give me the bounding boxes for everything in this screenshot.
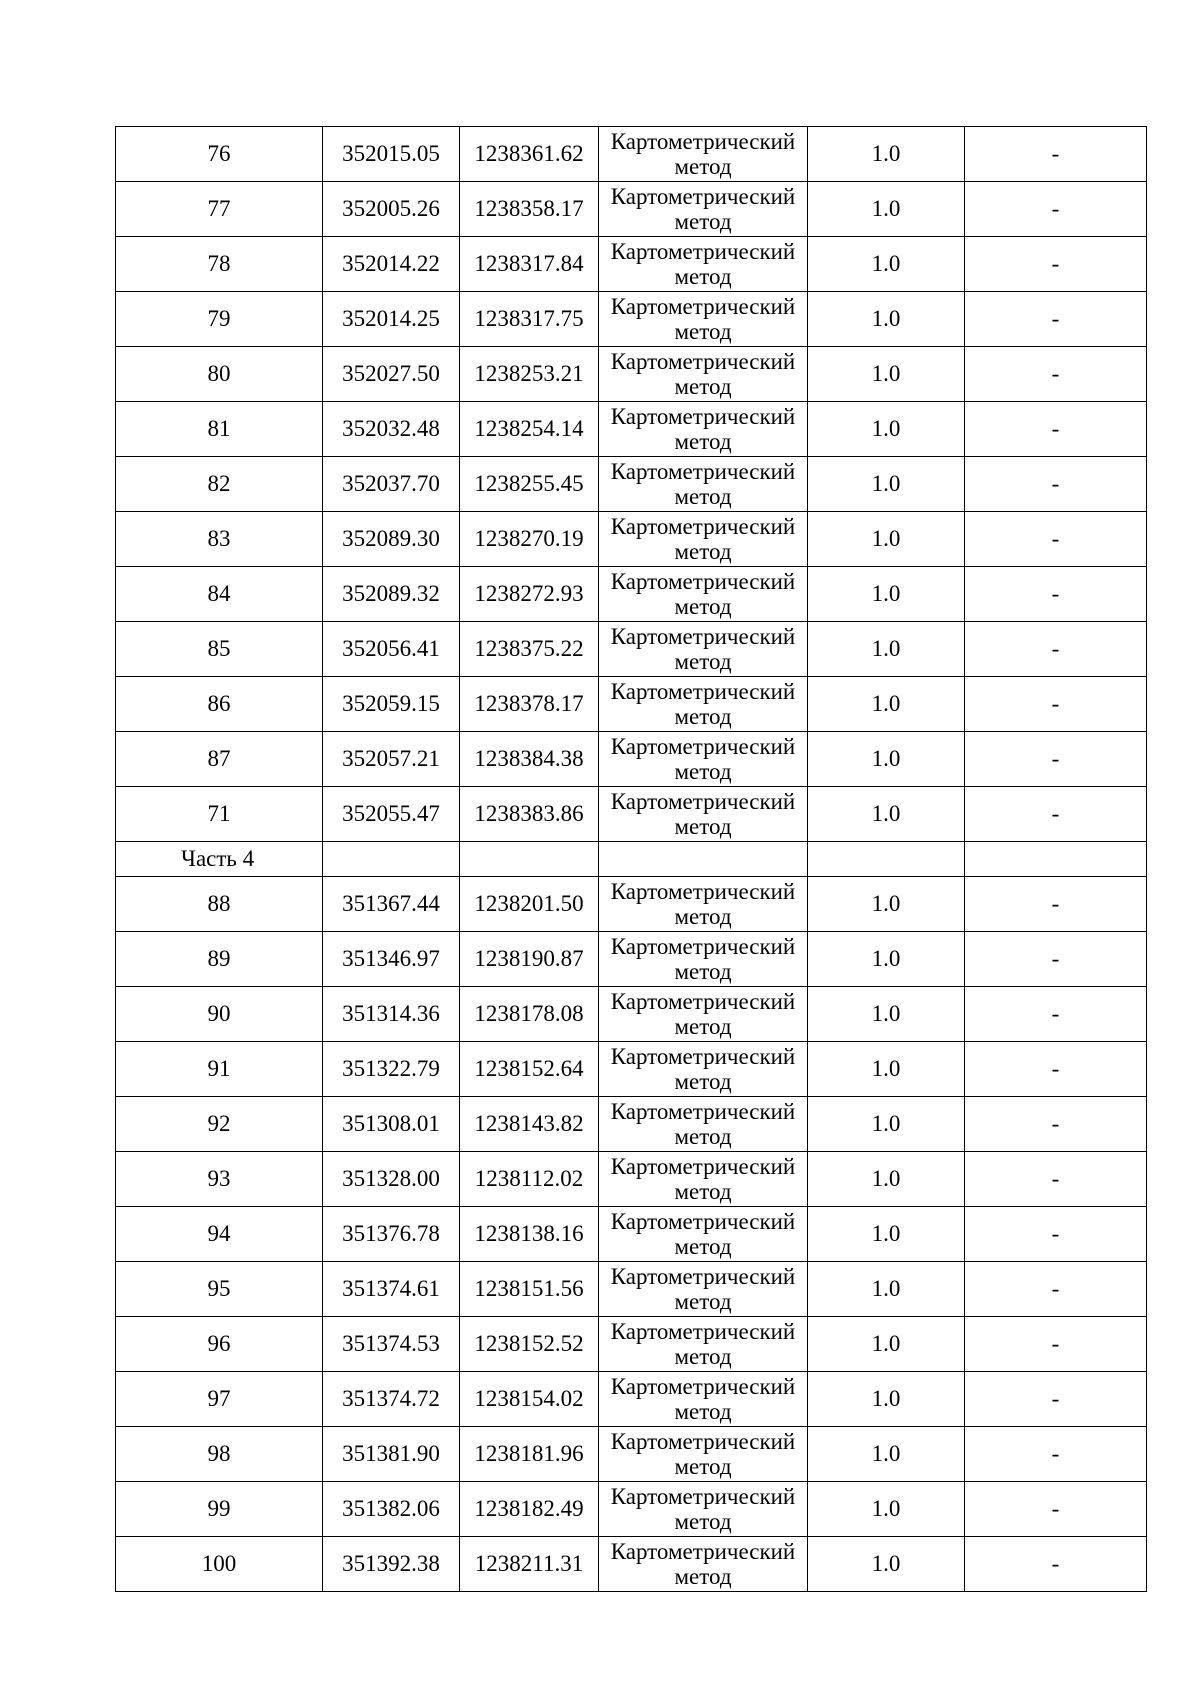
note-cell: - — [965, 347, 1147, 402]
point-number-cell: 98 — [116, 1427, 323, 1482]
table-row — [116, 677, 1147, 732]
y-coordinate-cell: 1238190.87 — [460, 932, 599, 987]
method-text-line1: Картометрический — [610, 1044, 796, 1069]
method-text-line2: метод — [674, 209, 732, 234]
x-coordinate-cell: 352089.32 — [323, 567, 460, 622]
method-text-line2: метод — [674, 539, 732, 564]
accuracy-cell: 1.0 — [808, 1097, 965, 1152]
method-cell — [599, 347, 808, 402]
coordinates-table — [115, 126, 1147, 1592]
note-cell: - — [965, 932, 1147, 987]
method-cell — [599, 1042, 808, 1097]
method-cell — [599, 237, 808, 292]
empty-cell — [323, 842, 460, 877]
x-coordinate-cell: 352015.05 — [323, 127, 460, 182]
method-text-line1: Картометрический — [610, 1484, 796, 1509]
method-text-line2: метод — [674, 1069, 732, 1094]
accuracy-cell: 1.0 — [808, 1537, 965, 1592]
point-number-cell: 79 — [116, 292, 323, 347]
point-number-cell: 80 — [116, 347, 323, 402]
method-text-line1: Картометрический — [610, 1099, 796, 1124]
method-cell — [599, 1482, 808, 1537]
x-coordinate-cell: 352037.70 — [323, 457, 460, 512]
y-coordinate-cell: 1238270.19 — [460, 512, 599, 567]
method-cell — [599, 622, 808, 677]
x-coordinate-cell: 352055.47 — [323, 787, 460, 842]
section-label: Часть 4 — [116, 842, 323, 877]
empty-cell — [599, 842, 808, 877]
method-cell — [599, 292, 808, 347]
method-text-line1: Картометрический — [610, 129, 796, 154]
table-row — [116, 1372, 1147, 1427]
method-cell — [599, 732, 808, 787]
x-coordinate-cell: 352056.41 — [323, 622, 460, 677]
point-number-cell: 88 — [116, 877, 323, 932]
y-coordinate-cell: 1238152.64 — [460, 1042, 599, 1097]
point-number-cell: 81 — [116, 402, 323, 457]
y-coordinate-cell: 1238317.84 — [460, 237, 599, 292]
point-number-cell: 71 — [116, 787, 323, 842]
method-text-line1: Картометрический — [610, 734, 796, 759]
table-row — [116, 732, 1147, 787]
y-coordinate-cell: 1238272.93 — [460, 567, 599, 622]
x-coordinate-cell: 351374.72 — [323, 1372, 460, 1427]
x-coordinate-cell: 352014.22 — [323, 237, 460, 292]
method-cell — [599, 1207, 808, 1262]
note-cell: - — [965, 732, 1147, 787]
point-number-cell: 82 — [116, 457, 323, 512]
method-text-line1: Картометрический — [610, 624, 796, 649]
method-text-line1: Картометрический — [610, 1154, 796, 1179]
x-coordinate-cell: 352089.30 — [323, 512, 460, 567]
empty-cell — [808, 842, 965, 877]
point-number-cell: 94 — [116, 1207, 323, 1262]
method-cell — [599, 182, 808, 237]
method-text-line2: метод — [674, 594, 732, 619]
x-coordinate-cell: 351382.06 — [323, 1482, 460, 1537]
table-row — [116, 1537, 1147, 1592]
y-coordinate-cell: 1238178.08 — [460, 987, 599, 1042]
note-cell: - — [965, 787, 1147, 842]
point-number-cell: 90 — [116, 987, 323, 1042]
x-coordinate-cell: 351374.61 — [323, 1262, 460, 1317]
x-coordinate-cell: 352057.21 — [323, 732, 460, 787]
accuracy-cell: 1.0 — [808, 932, 965, 987]
x-coordinate-cell: 351392.38 — [323, 1537, 460, 1592]
method-cell — [599, 877, 808, 932]
method-text-line2: метод — [674, 1234, 732, 1259]
method-text-line2: метод — [674, 1124, 732, 1149]
accuracy-cell: 1.0 — [808, 787, 965, 842]
note-cell: - — [965, 1537, 1147, 1592]
table-row — [116, 1042, 1147, 1097]
method-text-line1: Картометрический — [610, 459, 796, 484]
table-row — [116, 1427, 1147, 1482]
point-number-cell: 76 — [116, 127, 323, 182]
note-cell: - — [965, 1482, 1147, 1537]
point-number-cell: 86 — [116, 677, 323, 732]
note-cell: - — [965, 292, 1147, 347]
y-coordinate-cell: 1238181.96 — [460, 1427, 599, 1482]
accuracy-cell: 1.0 — [808, 512, 965, 567]
method-text-line2: метод — [674, 1564, 732, 1589]
method-cell — [599, 677, 808, 732]
method-text-line2: метод — [674, 959, 732, 984]
note-cell: - — [965, 1097, 1147, 1152]
y-coordinate-cell: 1238383.86 — [460, 787, 599, 842]
accuracy-cell: 1.0 — [808, 1427, 965, 1482]
table-row — [116, 932, 1147, 987]
note-cell: - — [965, 512, 1147, 567]
accuracy-cell: 1.0 — [808, 292, 965, 347]
note-cell: - — [965, 1262, 1147, 1317]
method-text-line2: метод — [674, 264, 732, 289]
y-coordinate-cell: 1238384.38 — [460, 732, 599, 787]
accuracy-cell: 1.0 — [808, 127, 965, 182]
method-text-line1: Картометрический — [610, 1539, 796, 1564]
y-coordinate-cell: 1238138.16 — [460, 1207, 599, 1262]
empty-cell — [965, 842, 1147, 877]
point-number-cell: 89 — [116, 932, 323, 987]
note-cell: - — [965, 1427, 1147, 1482]
note-cell: - — [965, 402, 1147, 457]
table-row — [116, 622, 1147, 677]
table-row — [116, 457, 1147, 512]
accuracy-cell: 1.0 — [808, 1042, 965, 1097]
table-row — [116, 1317, 1147, 1372]
method-cell — [599, 1262, 808, 1317]
point-number-cell: 92 — [116, 1097, 323, 1152]
x-coordinate-cell: 351314.36 — [323, 987, 460, 1042]
note-cell: - — [965, 1372, 1147, 1427]
method-cell — [599, 457, 808, 512]
method-text-line1: Картометрический — [610, 239, 796, 264]
y-coordinate-cell: 1238254.14 — [460, 402, 599, 457]
table-row — [116, 127, 1147, 182]
accuracy-cell: 1.0 — [808, 457, 965, 512]
y-coordinate-cell: 1238112.02 — [460, 1152, 599, 1207]
method-text-line1: Картометрический — [610, 789, 796, 814]
table-row — [116, 787, 1147, 842]
table-row — [116, 567, 1147, 622]
method-text-line2: метод — [674, 1179, 732, 1204]
table-row — [116, 1207, 1147, 1262]
method-text-line2: метод — [674, 484, 732, 509]
x-coordinate-cell: 352032.48 — [323, 402, 460, 457]
x-coordinate-cell: 351381.90 — [323, 1427, 460, 1482]
method-cell — [599, 932, 808, 987]
table-row — [116, 182, 1147, 237]
method-text-line2: метод — [674, 814, 732, 839]
method-text-line2: метод — [674, 374, 732, 399]
accuracy-cell: 1.0 — [808, 1207, 965, 1262]
method-text-line1: Картометрический — [610, 1374, 796, 1399]
y-coordinate-cell: 1238378.17 — [460, 677, 599, 732]
point-number-cell: 96 — [116, 1317, 323, 1372]
note-cell: - — [965, 1317, 1147, 1372]
point-number-cell: 85 — [116, 622, 323, 677]
point-number-cell: 100 — [116, 1537, 323, 1592]
y-coordinate-cell: 1238361.62 — [460, 127, 599, 182]
accuracy-cell: 1.0 — [808, 1317, 965, 1372]
x-coordinate-cell: 351328.00 — [323, 1152, 460, 1207]
accuracy-cell: 1.0 — [808, 402, 965, 457]
method-text-line1: Картометрический — [610, 569, 796, 594]
x-coordinate-cell: 352005.26 — [323, 182, 460, 237]
table-row — [116, 237, 1147, 292]
x-coordinate-cell: 352014.25 — [323, 292, 460, 347]
x-coordinate-cell: 352059.15 — [323, 677, 460, 732]
method-text-line1: Картометрический — [610, 1319, 796, 1344]
method-cell — [599, 787, 808, 842]
method-text-line2: метод — [674, 1344, 732, 1369]
method-text-line2: метод — [674, 759, 732, 784]
section-header-row — [116, 842, 1147, 877]
method-text-line2: метод — [674, 429, 732, 454]
method-text-line1: Картометрический — [610, 1264, 796, 1289]
method-text-line1: Картометрический — [610, 879, 796, 904]
note-cell: - — [965, 1042, 1147, 1097]
method-text-line2: метод — [674, 649, 732, 674]
x-coordinate-cell: 351376.78 — [323, 1207, 460, 1262]
method-cell — [599, 1427, 808, 1482]
note-cell: - — [965, 1152, 1147, 1207]
accuracy-cell: 1.0 — [808, 877, 965, 932]
method-text-line1: Картометрический — [610, 349, 796, 374]
x-coordinate-cell: 352027.50 — [323, 347, 460, 402]
table-row — [116, 292, 1147, 347]
x-coordinate-cell: 351346.97 — [323, 932, 460, 987]
note-cell: - — [965, 182, 1147, 237]
x-coordinate-cell: 351322.79 — [323, 1042, 460, 1097]
method-cell — [599, 567, 808, 622]
accuracy-cell: 1.0 — [808, 182, 965, 237]
method-text-line2: метод — [674, 319, 732, 344]
y-coordinate-cell: 1238358.17 — [460, 182, 599, 237]
method-cell — [599, 1317, 808, 1372]
method-cell — [599, 1152, 808, 1207]
note-cell: - — [965, 877, 1147, 932]
method-text-line2: метод — [674, 1289, 732, 1314]
method-text-line1: Картометрический — [610, 1209, 796, 1234]
y-coordinate-cell: 1238375.22 — [460, 622, 599, 677]
method-cell — [599, 512, 808, 567]
method-cell — [599, 1097, 808, 1152]
y-coordinate-cell: 1238253.21 — [460, 347, 599, 402]
accuracy-cell: 1.0 — [808, 1482, 965, 1537]
table-row — [116, 987, 1147, 1042]
point-number-cell: 77 — [116, 182, 323, 237]
method-text-line1: Картометрический — [610, 294, 796, 319]
y-coordinate-cell: 1238201.50 — [460, 877, 599, 932]
accuracy-cell: 1.0 — [808, 1372, 965, 1427]
table-row — [116, 347, 1147, 402]
accuracy-cell: 1.0 — [808, 1152, 965, 1207]
method-text-line1: Картометрический — [610, 679, 796, 704]
note-cell: - — [965, 677, 1147, 732]
point-number-cell: 87 — [116, 732, 323, 787]
method-cell — [599, 1537, 808, 1592]
method-text-line1: Картометрический — [610, 404, 796, 429]
y-coordinate-cell: 1238182.49 — [460, 1482, 599, 1537]
accuracy-cell: 1.0 — [808, 347, 965, 402]
note-cell: - — [965, 237, 1147, 292]
coordinates-table-body — [116, 127, 1147, 1592]
accuracy-cell: 1.0 — [808, 622, 965, 677]
method-text-line2: метод — [674, 704, 732, 729]
y-coordinate-cell: 1238154.02 — [460, 1372, 599, 1427]
y-coordinate-cell: 1238317.75 — [460, 292, 599, 347]
x-coordinate-cell: 351367.44 — [323, 877, 460, 932]
method-text-line2: метод — [674, 1454, 732, 1479]
note-cell: - — [965, 457, 1147, 512]
note-cell: - — [965, 622, 1147, 677]
note-cell: - — [965, 127, 1147, 182]
note-cell: - — [965, 987, 1147, 1042]
note-cell: - — [965, 567, 1147, 622]
y-coordinate-cell: 1238211.31 — [460, 1537, 599, 1592]
method-text-line2: метод — [674, 1399, 732, 1424]
accuracy-cell: 1.0 — [808, 1262, 965, 1317]
point-number-cell: 84 — [116, 567, 323, 622]
method-text-line2: метод — [674, 1014, 732, 1039]
method-cell — [599, 402, 808, 457]
method-text-line1: Картометрический — [610, 514, 796, 539]
table-row — [116, 512, 1147, 567]
y-coordinate-cell: 1238143.82 — [460, 1097, 599, 1152]
x-coordinate-cell: 351374.53 — [323, 1317, 460, 1372]
method-cell — [599, 987, 808, 1042]
method-text-line1: Картометрический — [610, 934, 796, 959]
point-number-cell: 78 — [116, 237, 323, 292]
empty-cell — [460, 842, 599, 877]
point-number-cell: 93 — [116, 1152, 323, 1207]
y-coordinate-cell: 1238151.56 — [460, 1262, 599, 1317]
table-row — [116, 1482, 1147, 1537]
method-cell — [599, 127, 808, 182]
table-row — [116, 877, 1147, 932]
accuracy-cell: 1.0 — [808, 732, 965, 787]
method-text-line1: Картометрический — [610, 989, 796, 1014]
point-number-cell: 91 — [116, 1042, 323, 1097]
method-text-line2: метод — [674, 1509, 732, 1534]
method-text-line1: Картометрический — [610, 1429, 796, 1454]
table-row — [116, 402, 1147, 457]
table-row — [116, 1097, 1147, 1152]
x-coordinate-cell: 351308.01 — [323, 1097, 460, 1152]
accuracy-cell: 1.0 — [808, 677, 965, 732]
point-number-cell: 97 — [116, 1372, 323, 1427]
table-row — [116, 1152, 1147, 1207]
accuracy-cell: 1.0 — [808, 567, 965, 622]
y-coordinate-cell: 1238152.52 — [460, 1317, 599, 1372]
accuracy-cell: 1.0 — [808, 237, 965, 292]
method-text-line2: метод — [674, 154, 732, 179]
accuracy-cell: 1.0 — [808, 987, 965, 1042]
note-cell: - — [965, 1207, 1147, 1262]
method-text-line1: Картометрический — [610, 184, 796, 209]
y-coordinate-cell: 1238255.45 — [460, 457, 599, 512]
method-cell — [599, 1372, 808, 1427]
table-row — [116, 1262, 1147, 1317]
method-text-line2: метод — [674, 904, 732, 929]
point-number-cell: 95 — [116, 1262, 323, 1317]
point-number-cell: 83 — [116, 512, 323, 567]
point-number-cell: 99 — [116, 1482, 323, 1537]
